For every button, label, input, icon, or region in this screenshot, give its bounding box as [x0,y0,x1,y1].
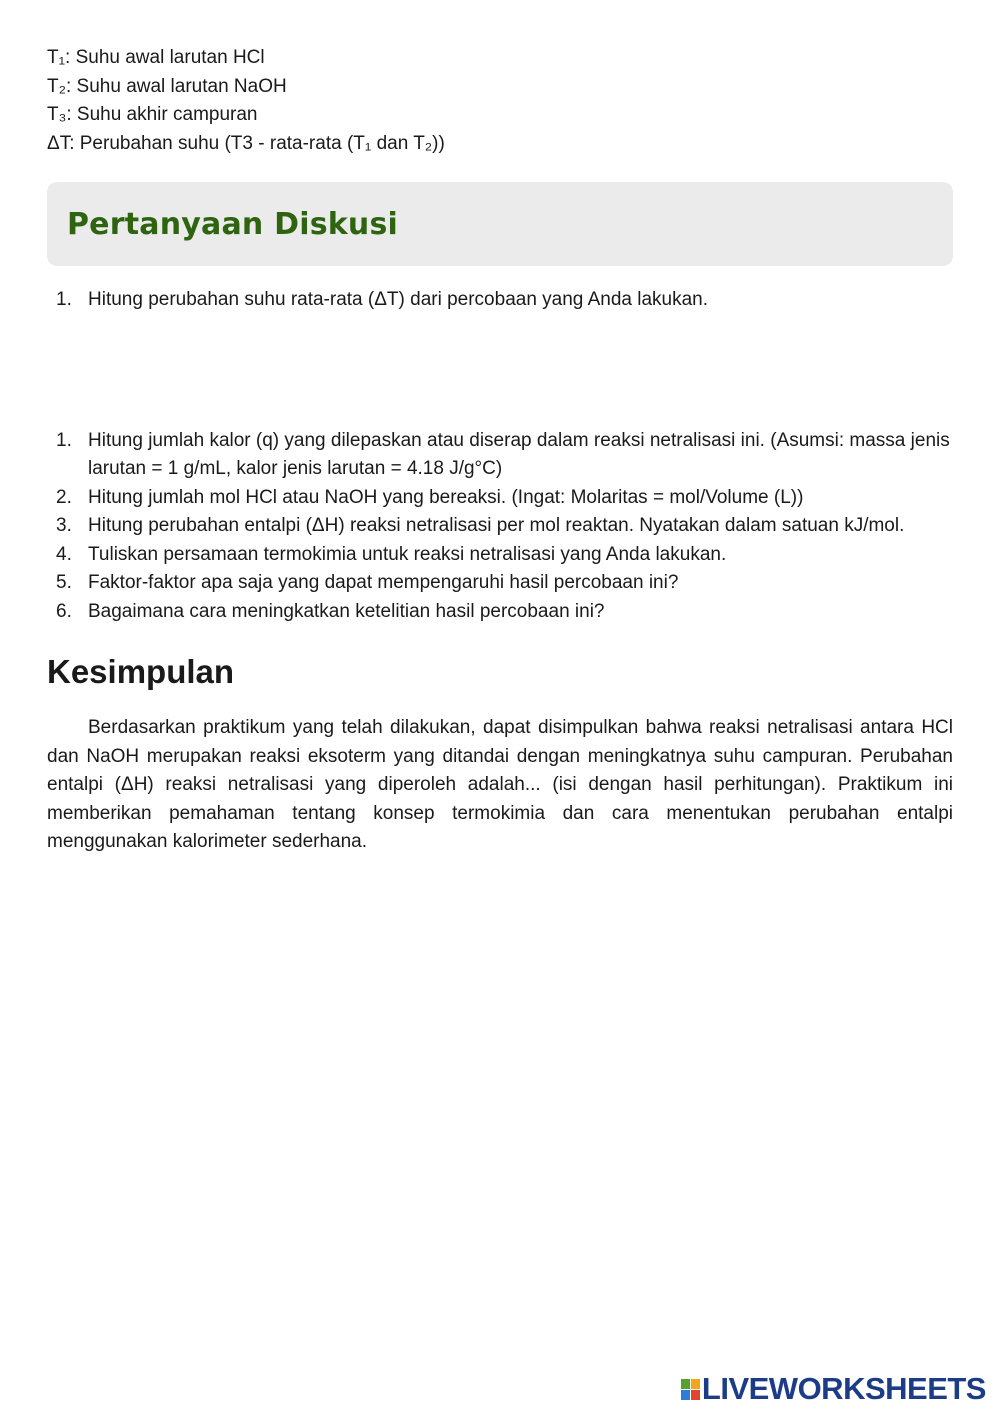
liveworksheets-logo[interactable] [681,1371,986,1407]
list-item-number: 6. [56,600,72,622]
list-item-number: 1. [56,429,72,451]
list-item [47,427,953,484]
list-item [47,598,953,627]
list-item [47,286,953,315]
logo-square-icon [691,1390,700,1400]
discussion-header-box [47,182,953,266]
list-item-number: 3. [56,515,72,536]
list-item-number: 1. [56,289,72,310]
list-item [47,484,953,513]
list-item-number: 2. [56,486,72,508]
list-item [47,512,953,541]
list-item-number: 4. [56,543,72,565]
liveworksheets-logo-icon [681,1379,700,1400]
worksheet-page [47,44,953,876]
discussion-title: Pertanyaan Diskusi [67,206,399,242]
discussion-list-second [47,427,953,627]
list-item [47,569,953,598]
list-item-text: Hitung perubahan suhu rata-rata (ΔT) dari percobaan yang Anda lakukan. [88,289,709,310]
list-item-number: 5. [56,572,72,593]
list-item-text: Hitung perubahan entalpi (ΔH) reaksi netralisasi per mol reaktan. Nyatakan dalam satuan kJ/mol. [88,515,905,536]
list-item-text: Tuliskan persamaan termokimia untuk reaksi netralisasi yang Anda lakukan. [88,543,727,565]
variable-t1: T₁: Suhu awal larutan HCl [47,47,265,68]
logo-square-icon [681,1379,690,1389]
list-item-text: Hitung jumlah kalor (q) yang dilepaskan atau diserap dalam reaksi netralisasi ini. (Asumsi: massa jenis larutan = 1 g/mL, kalor jenis larutan = 4.18 J/g°C) [88,429,950,479]
logo-square-icon [691,1379,700,1389]
logo-wordmark: LIVEWORKSHEETS [701,1371,986,1406]
conclusion-paragraph: Berdasarkan praktikum yang telah dilakukan, dapat disimpulkan bahwa reaksi netralisasi antara HCl dan NaOH merupakan reaksi eksoterm yang ditandai dengan meningkatnya suhu campuran. Perubahan entalpi (ΔH) reaksi netralisasi yang diperoleh adalah... (isi dengan hasil perhitungan). Praktikum ini memberikan pemahaman tentang konsep termokimia dan cara menentukan perubahan entalpi menggunakan kalorimeter sederhana. [47,717,953,852]
list-item-text: Faktor-faktor apa saja yang dapat mempengaruhi hasil percobaan ini? [88,572,679,593]
list-item [47,541,953,570]
discussion-list-first [47,286,953,315]
variable-definitions [47,44,953,158]
list-item-text: Bagaimana cara meningkatkan ketelitian hasil percobaan ini? [88,600,605,622]
variable-t2: T₂: Suhu awal larutan NaOH [47,75,287,97]
list-item-text: Hitung jumlah mol HCl atau NaOH yang bereaksi. (Ingat: Molaritas = mol/Volume (L)) [88,486,804,508]
logo-square-icon [681,1390,690,1400]
variable-delta-t: ΔT: Perubahan suhu (T3 - rata-rata (T₁ dan T₂)) [47,132,445,154]
conclusion-heading: Kesimpulan [47,653,235,690]
variable-t3: T₃: Suhu akhir campuran [47,104,258,125]
